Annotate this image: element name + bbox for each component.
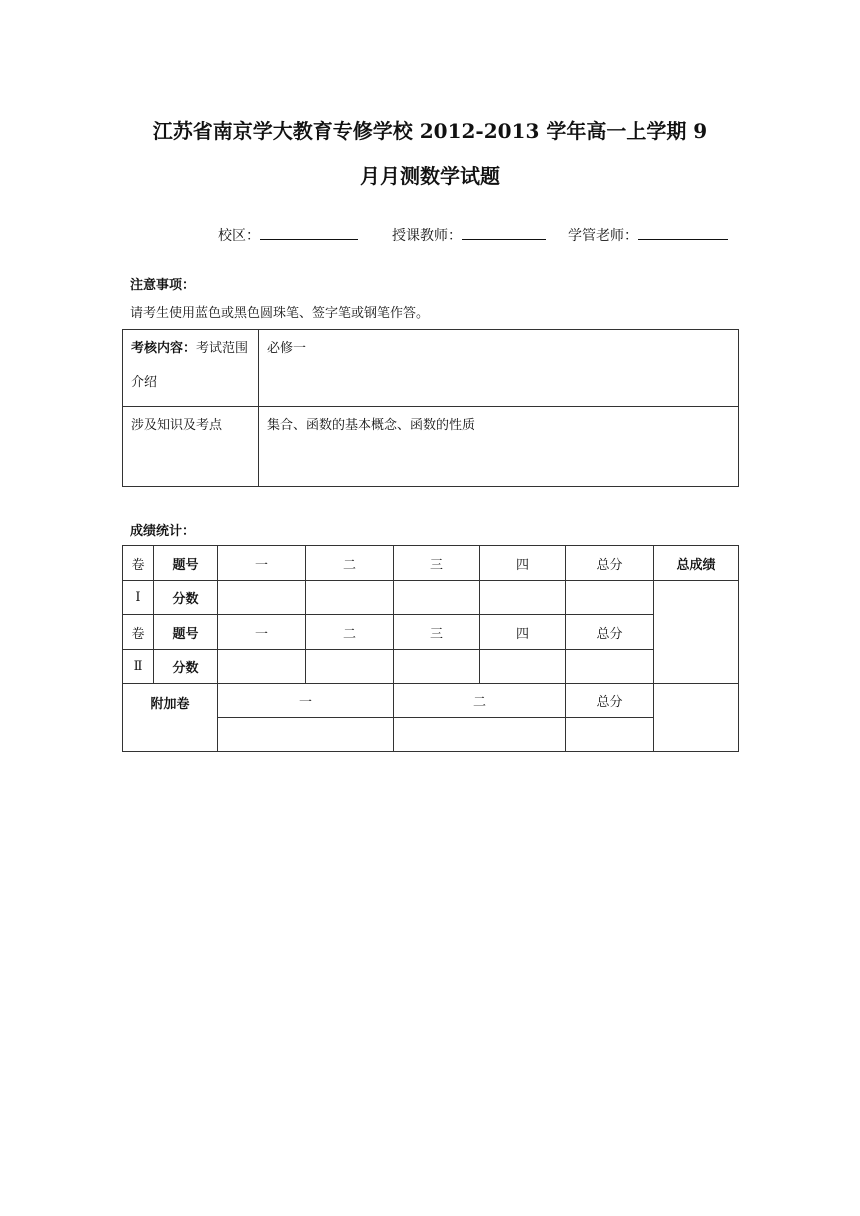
paper1-q2-header: 二 [306,546,394,581]
scope-value-cell: 必修一 [259,330,739,407]
scope-label-rest: 考试范围介绍 [131,341,249,390]
grand-total-score[interactable] [654,581,739,684]
campus-blank[interactable] [260,227,358,240]
paper2-score-label: 分数 [154,650,218,684]
paper2-subtotal-score[interactable] [566,650,654,684]
paper2-q2-header: 二 [306,615,394,650]
paper2-question-no-label: 题号 [154,615,218,650]
grand-total-header: 总成绩 [654,546,739,581]
notice-text: 请考生使用蓝色或黑色圆珠笔、签字笔或钢笔作答。 [130,306,430,321]
teacher-blank[interactable] [462,227,546,240]
topics-value-cell: 集合、函数的基本概念、函数的性质 [259,407,739,487]
document-title-line2: 月月测数学试题 [360,164,500,188]
paper1-question-row [123,546,739,581]
paper1-q4-score[interactable] [480,581,566,615]
paper1-subtotal-score[interactable] [566,581,654,615]
paper2-q2-score[interactable] [306,650,394,684]
extra-q2-header: 二 [394,684,566,718]
paper2-q3-header: 三 [394,615,480,650]
manager-label: 学管老师： [568,228,638,244]
paper1-juan-cell: 卷 [123,546,154,581]
paper1-numeral-cell: Ⅰ [123,581,154,615]
paper2-q1-score[interactable] [218,650,306,684]
extra-q1-header: 一 [218,684,394,718]
content-row-topics [123,407,739,487]
extra-total-cell[interactable] [654,684,739,752]
extra-subtotal-score[interactable] [566,718,654,752]
paper1-subtotal-header: 总分 [566,546,654,581]
paper1-question-no-label: 题号 [154,546,218,581]
scope-label-cell [123,330,259,407]
document-title-line1: 江苏省南京学大教育专修学校 2012-2013 学年高一上学期 9 [152,119,708,143]
paper2-score-row [123,650,739,684]
paper1-q2-score[interactable] [306,581,394,615]
paper2-juan-cell: 卷 [123,615,154,650]
content-row-scope [123,330,739,407]
paper2-question-row [123,615,739,650]
content-table [122,329,739,487]
teacher-field [392,225,546,245]
paper1-score-label: 分数 [154,581,218,615]
extra-paper-header-row [123,684,739,718]
manager-field [568,225,728,245]
paper1-q1-score[interactable] [218,581,306,615]
extra-q2-score[interactable] [394,718,566,752]
paper1-q4-header: 四 [480,546,566,581]
extra-subtotal-header: 总分 [566,684,654,718]
paper2-q4-header: 四 [480,615,566,650]
manager-blank[interactable] [638,227,728,240]
paper1-score-row [123,581,739,615]
paper2-q1-header: 一 [218,615,306,650]
campus-label: 校区： [218,228,260,244]
paper1-q3-score[interactable] [394,581,480,615]
scope-label-bold: 考核内容： [131,341,197,356]
extra-q1-score[interactable] [218,718,394,752]
paper2-q4-score[interactable] [480,650,566,684]
paper2-q3-score[interactable] [394,650,480,684]
paper2-numeral-cell: Ⅱ [123,650,154,684]
notice-heading: 注意事项： [130,278,196,293]
grades-table [122,545,739,752]
paper2-subtotal-header: 总分 [566,615,654,650]
grades-heading: 成绩统计： [130,524,196,539]
teacher-label: 授课教师： [392,228,462,244]
extra-paper-label: 附加卷 [123,684,218,752]
paper1-q3-header: 三 [394,546,480,581]
campus-field [218,225,358,245]
topics-label-cell: 涉及知识及考点 [123,407,259,487]
paper1-q1-header: 一 [218,546,306,581]
